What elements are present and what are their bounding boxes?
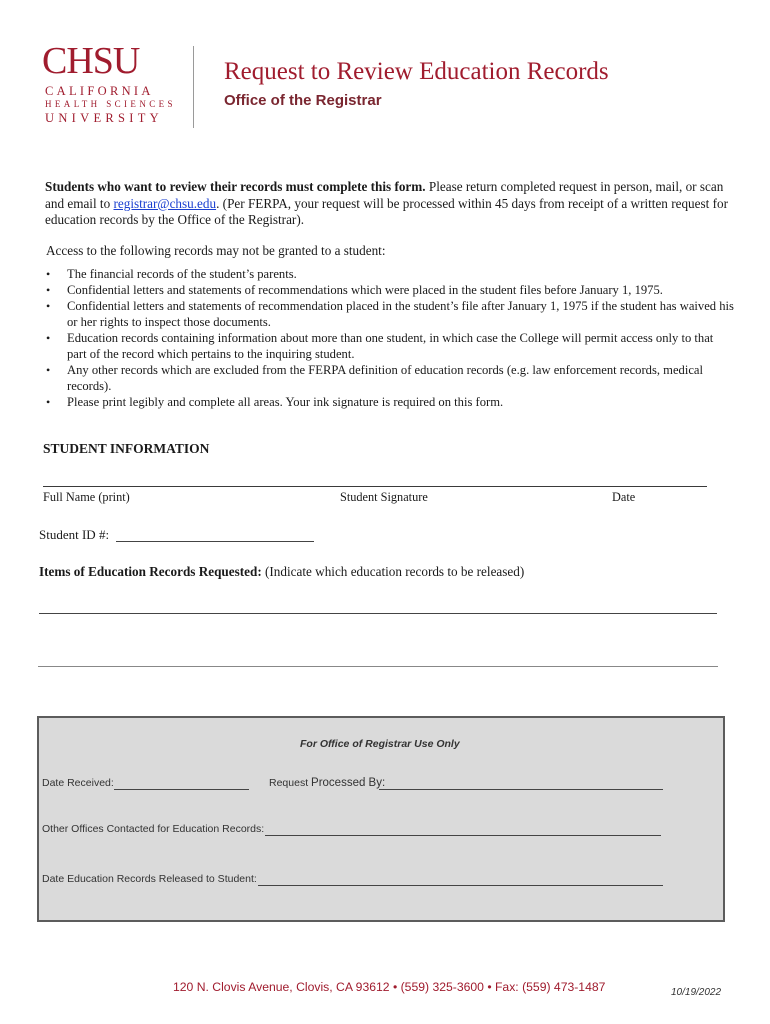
document-title: Request to Review Education Records bbox=[224, 58, 609, 85]
items-requested-label bbox=[39, 564, 524, 580]
list-item bbox=[46, 282, 736, 298]
logo-university: UNIVERSITY bbox=[45, 111, 163, 125]
bullet-icon: • bbox=[46, 363, 51, 377]
date-received-field[interactable] bbox=[114, 779, 249, 790]
processed-by-label-b: Processed By: bbox=[311, 777, 386, 789]
intro-bold-lead: Students who want to review their records must complete this form. bbox=[45, 179, 426, 194]
list-item bbox=[46, 266, 736, 282]
header-divider bbox=[193, 46, 194, 128]
document-subtitle: Office of the Registrar bbox=[224, 92, 382, 109]
released-date-label: Date Education Records Released to Student: bbox=[42, 873, 257, 885]
bullet-icon: • bbox=[46, 331, 51, 345]
bullet-icon: • bbox=[46, 283, 51, 297]
processed-by-label bbox=[269, 777, 385, 789]
logo-chsu: CHSU bbox=[42, 40, 140, 82]
signature-line[interactable] bbox=[43, 486, 707, 487]
intro-text: Please return completed request in person, mail, or scan and email to bbox=[45, 179, 724, 211]
processed-by-label-a: Request bbox=[269, 777, 312, 789]
bullet-icon: • bbox=[46, 395, 51, 409]
list-item bbox=[46, 298, 736, 330]
list-item-text: Please print legibly and complete all areas. Your ink signature is required on this form. bbox=[67, 395, 504, 409]
other-offices-label: Other Offices Contacted for Education Records: bbox=[42, 823, 265, 835]
bullet-icon: • bbox=[46, 299, 51, 313]
signature-label: Student Signature bbox=[340, 490, 428, 504]
date-label: Date bbox=[612, 490, 636, 504]
registrar-email-link[interactable]: registrar@chsu.edu bbox=[113, 195, 217, 211]
footer-address: 120 N. Clovis Avenue, Clovis, CA 93612 • (559) 325-3600 • Fax: (559) 473-1487 bbox=[173, 980, 606, 994]
list-item bbox=[46, 362, 736, 394]
student-id-label: Student ID #: bbox=[39, 527, 110, 542]
list-item bbox=[46, 330, 736, 362]
student-id-field[interactable] bbox=[116, 527, 314, 542]
bullet-icon: • bbox=[46, 267, 51, 281]
items-requested-line-2[interactable] bbox=[38, 653, 718, 667]
access-heading: Access to the following records may not be granted to a student: bbox=[46, 243, 386, 258]
list-item-text: Confidential letters and statements of recommendation placed in the student’s file after January 1, 1975 if the student has waived his or her rights to inspect those documents. bbox=[67, 299, 734, 329]
date-received-label: Date Received: bbox=[42, 777, 114, 789]
restricted-records-list bbox=[46, 266, 736, 410]
intro-text-after-email: . (Per FERPA, your request will be processed within 45 days from receipt of a written request for education records by the Office of the Registrar). bbox=[45, 195, 728, 227]
full-name-label: Full Name (print) bbox=[43, 490, 130, 504]
list-item-text: Any other records which are excluded from the FERPA definition of education records (e.g. law enforcement records, medical records). bbox=[67, 363, 704, 393]
office-use-title: For Office of Registrar Use Only bbox=[300, 738, 460, 750]
revision-date: 10/19/2022 bbox=[671, 987, 722, 998]
items-requested-line-1[interactable] bbox=[39, 600, 717, 614]
list-item-text: Confidential letters and statements of recommendations which were placed in the student files before January 1, 1975. bbox=[67, 283, 663, 297]
list-item-text: The financial records of the student’s parents. bbox=[67, 267, 297, 281]
released-date-field[interactable] bbox=[258, 875, 663, 886]
processed-by-field[interactable] bbox=[379, 779, 663, 790]
list-item bbox=[46, 394, 736, 410]
intro-paragraph bbox=[45, 179, 735, 229]
items-requested-bold: Items of Education Records Requested: bbox=[39, 564, 262, 579]
items-requested-hint: (Indicate which education records to be released) bbox=[261, 564, 525, 579]
other-offices-field[interactable] bbox=[265, 825, 661, 836]
logo-california: CALIFORNIA bbox=[45, 84, 154, 98]
list-item-text: Education records containing information about more than one student, in which case the College will permit access only to that part of the record which pertains to the inquiring student. bbox=[67, 331, 714, 361]
logo-health-sciences: HEALTH SCIENCES bbox=[45, 99, 176, 109]
student-info-heading: STUDENT INFORMATION bbox=[43, 441, 210, 456]
